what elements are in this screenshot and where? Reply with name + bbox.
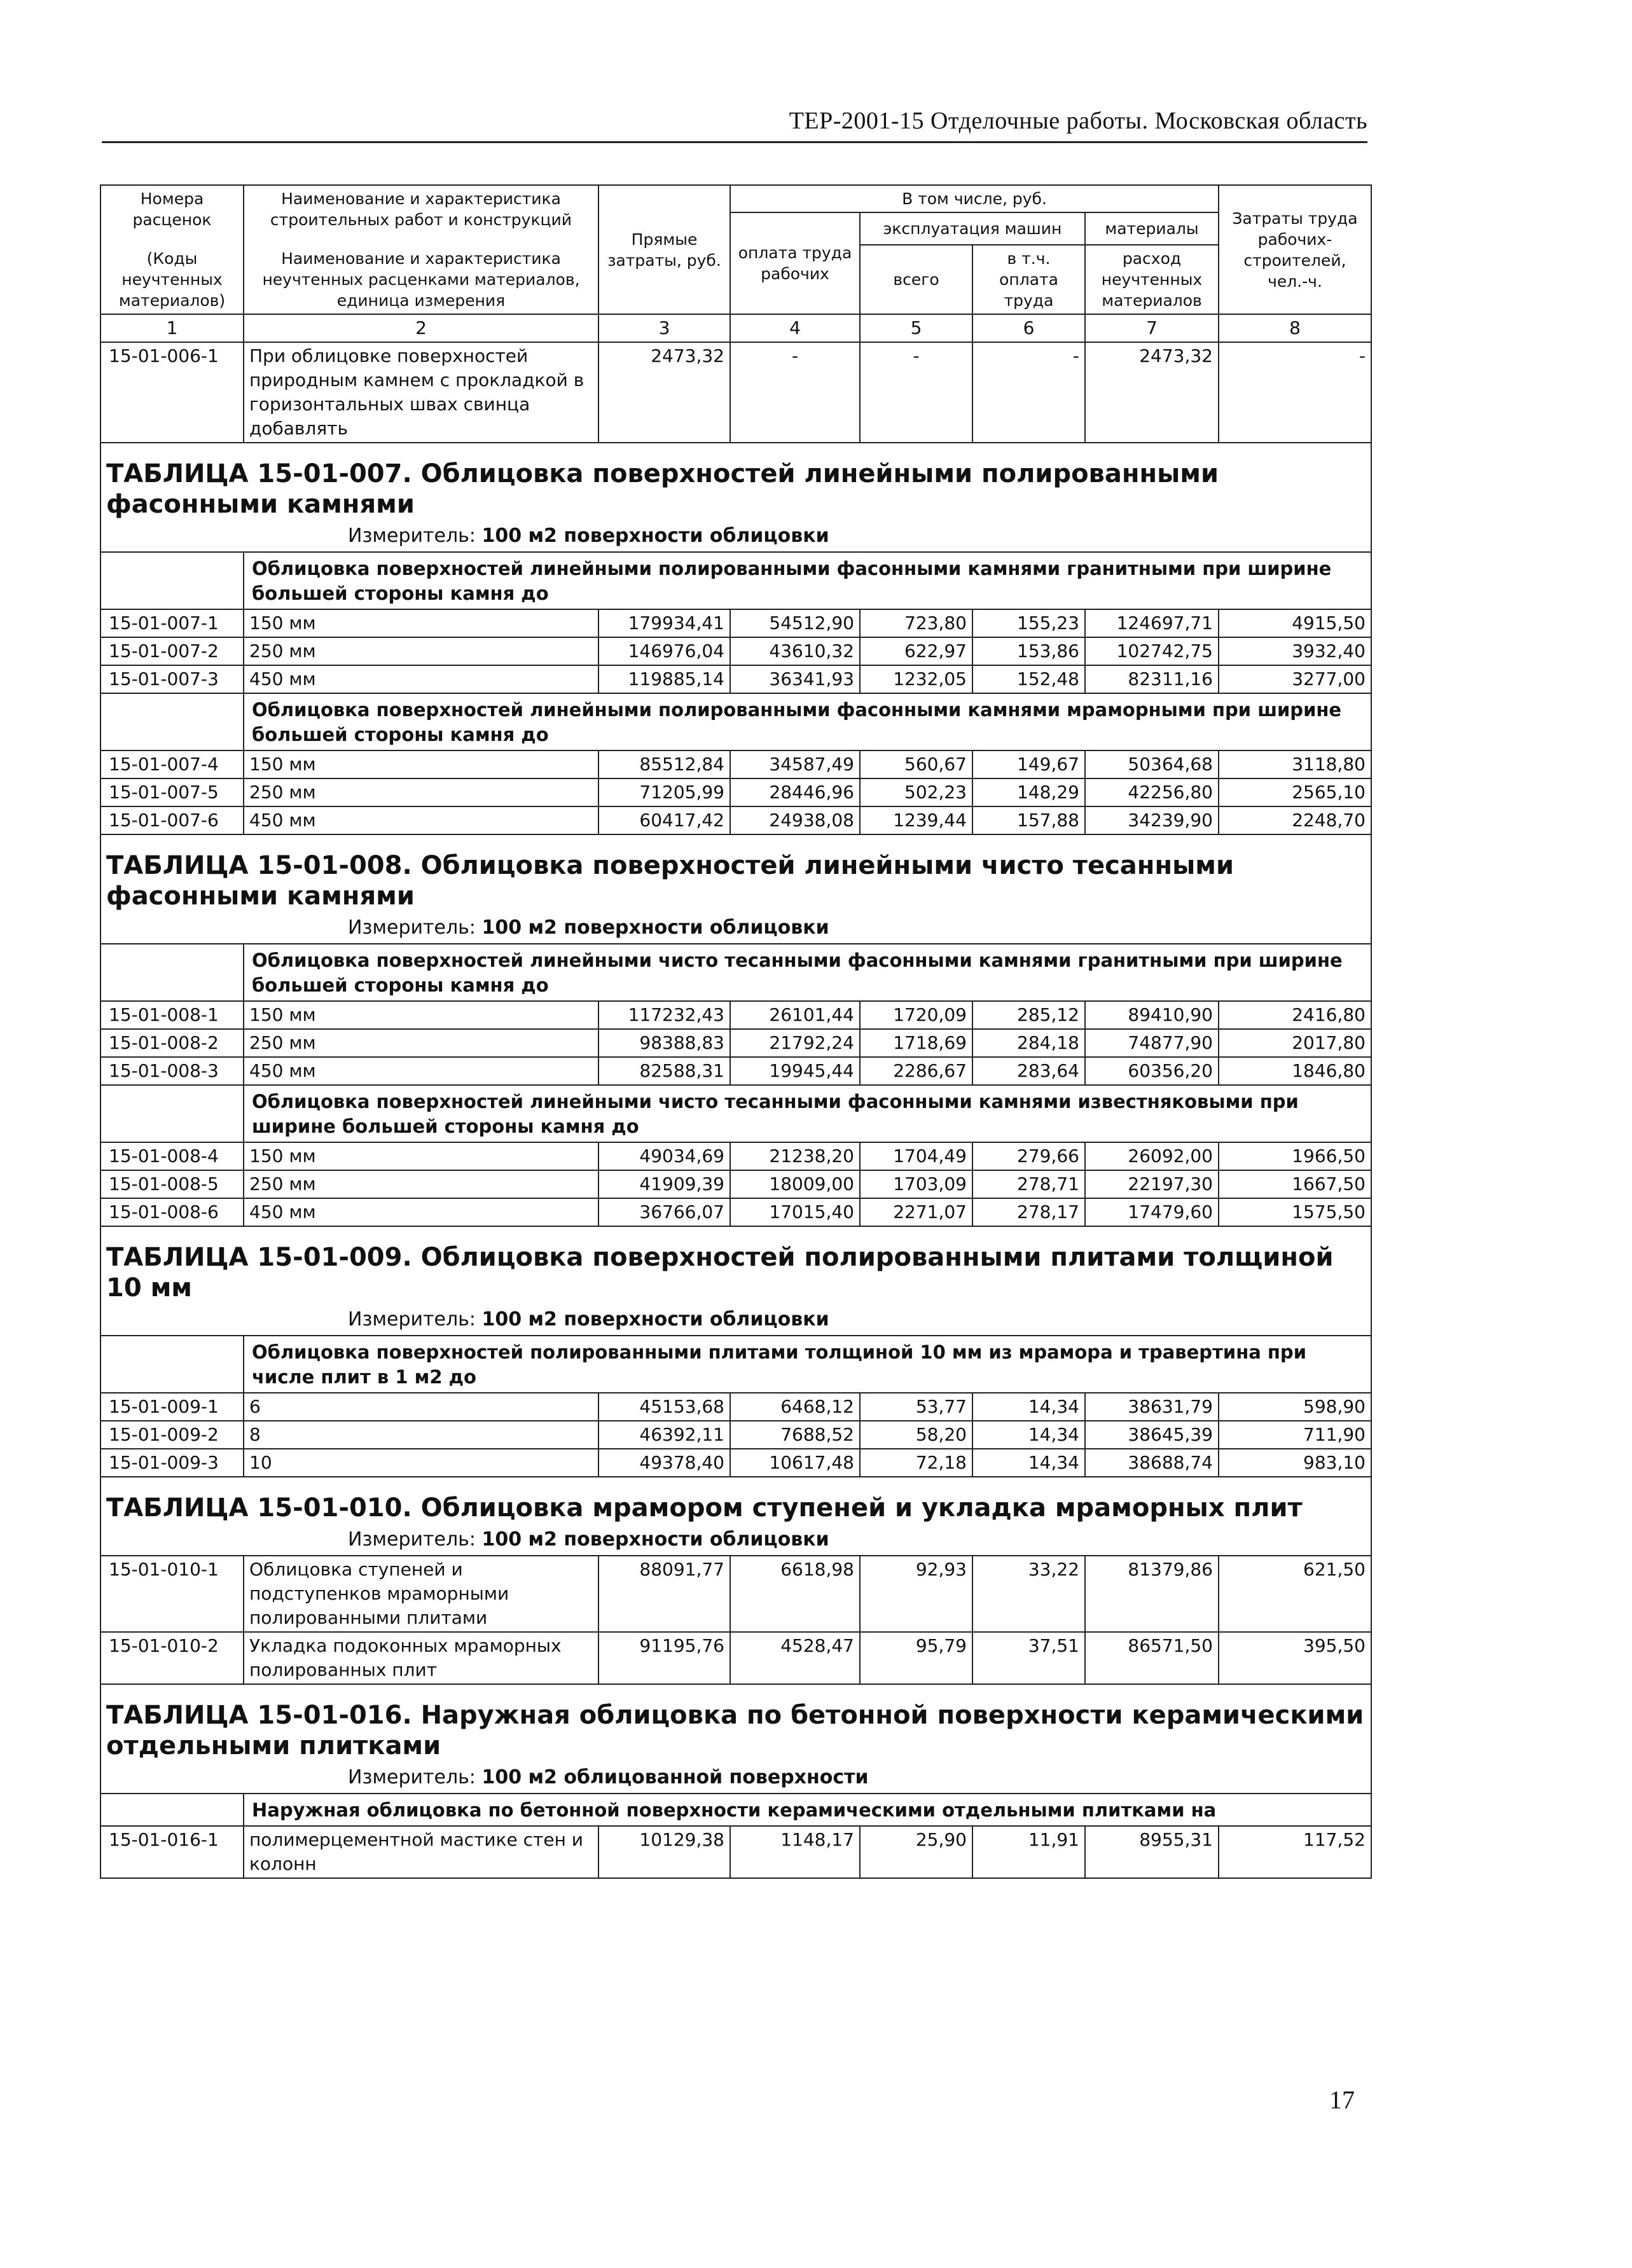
column-number: 4 xyxy=(730,314,860,342)
row-materials: 89410,90 xyxy=(1085,1001,1219,1029)
row-direct: 45153,68 xyxy=(598,1393,730,1421)
table-row xyxy=(100,778,1371,806)
row-code: 15-01-008-3 xyxy=(100,1057,244,1085)
row-mach-total: 1703,09 xyxy=(860,1170,972,1198)
row-mach-total: 2286,67 xyxy=(860,1057,972,1085)
row-direct: 98388,83 xyxy=(598,1029,730,1057)
row-materials: 124697,71 xyxy=(1085,609,1219,637)
meter-row xyxy=(100,1525,1371,1556)
group-heading-row xyxy=(100,1794,1371,1826)
row-mach-total: 1718,69 xyxy=(860,1029,972,1057)
row-hours: 3932,40 xyxy=(1219,637,1371,665)
row-code: 15-01-009-3 xyxy=(100,1449,244,1477)
group-heading-row xyxy=(100,1336,1371,1393)
row-labor: 43610,32 xyxy=(730,637,860,665)
table-title-row xyxy=(100,834,1371,913)
row-direct: 71205,99 xyxy=(598,778,730,806)
row-code: 15-01-008-4 xyxy=(100,1142,244,1170)
row-mach-total: 92,93 xyxy=(860,1556,972,1632)
meter-label: Измеритель: xyxy=(348,525,476,547)
row-name: 150 мм xyxy=(244,1142,598,1170)
col-header-name-sub: Наименование и характеристика неучтенных расценками материалов, единица измерения xyxy=(262,249,580,310)
row-code: 15-01-008-6 xyxy=(100,1198,244,1226)
row-materials: 74877,90 xyxy=(1085,1029,1219,1057)
row-mach-total: 560,67 xyxy=(860,750,972,778)
row-mach-total: 1239,44 xyxy=(860,806,972,834)
row-mach-total: 1720,09 xyxy=(860,1001,972,1029)
row-mach-labor: 152,48 xyxy=(972,665,1085,693)
row-mach-labor: 284,18 xyxy=(972,1029,1085,1057)
row-mach-total: 502,23 xyxy=(860,778,972,806)
row-hours: 1667,50 xyxy=(1219,1170,1371,1198)
meter-label: Измеритель: xyxy=(348,916,476,939)
row-mach-labor: 285,12 xyxy=(972,1001,1085,1029)
column-number: 2 xyxy=(244,314,598,342)
row-materials: 38688,74 xyxy=(1085,1449,1219,1477)
row-materials: 38645,39 xyxy=(1085,1421,1219,1449)
col-header-mach-total: всего xyxy=(860,245,972,314)
row-mach-labor: 37,51 xyxy=(972,1632,1085,1684)
table-row xyxy=(100,750,1371,778)
row-materials: 102742,75 xyxy=(1085,637,1219,665)
group-heading-row xyxy=(100,944,1371,1001)
table-row xyxy=(100,1057,1371,1085)
col-header-mat-consumption: расход неучтенных материалов xyxy=(1085,245,1219,314)
row-name: 150 мм xyxy=(244,1001,598,1029)
row-direct: 41909,39 xyxy=(598,1170,730,1198)
table-row xyxy=(100,806,1371,834)
row-labor: 18009,00 xyxy=(730,1170,860,1198)
row-hours: 2416,80 xyxy=(1219,1001,1371,1029)
row-mach-labor: 14,34 xyxy=(972,1393,1085,1421)
row-direct: 146976,04 xyxy=(598,637,730,665)
table-row xyxy=(100,1421,1371,1449)
row-labor: 19945,44 xyxy=(730,1057,860,1085)
row-name: полимерцементной мастике стен и колонн xyxy=(244,1826,598,1878)
row-direct: 46392,11 xyxy=(598,1421,730,1449)
table-row xyxy=(100,665,1371,693)
row-hours: - xyxy=(1219,342,1371,443)
row-direct: 88091,77 xyxy=(598,1556,730,1632)
row-mach-labor: 278,17 xyxy=(972,1198,1085,1226)
header-rule xyxy=(102,141,1367,143)
row-direct: 179934,41 xyxy=(598,609,730,637)
row-name: 250 мм xyxy=(244,1170,598,1198)
row-hours: 1575,50 xyxy=(1219,1198,1371,1226)
row-code: 15-01-016-1 xyxy=(100,1826,244,1878)
running-header: ТЕР-2001-15 Отделочные работы. Московская область xyxy=(789,107,1367,134)
meter xyxy=(100,913,1371,944)
table-row xyxy=(100,1826,1371,1878)
row-mach-total: 72,18 xyxy=(860,1449,972,1477)
row-hours: 1966,50 xyxy=(1219,1142,1371,1170)
row-direct: 36766,07 xyxy=(598,1198,730,1226)
meter-row xyxy=(100,913,1371,944)
col-header-materials: материалы xyxy=(1085,212,1219,245)
row-mach-total: 1232,05 xyxy=(860,665,972,693)
meter-value: 100 м2 облицованной поверхности xyxy=(481,1766,869,1788)
row-materials: 42256,80 xyxy=(1085,778,1219,806)
group-heading-spacer xyxy=(100,1336,244,1393)
row-materials: 60356,20 xyxy=(1085,1057,1219,1085)
row-code: 15-01-006-1 xyxy=(100,342,244,443)
row-code: 15-01-007-6 xyxy=(100,806,244,834)
row-direct: 60417,42 xyxy=(598,806,730,834)
row-materials: 86571,50 xyxy=(1085,1632,1219,1684)
row-direct: 82588,31 xyxy=(598,1057,730,1085)
row-code: 15-01-009-1 xyxy=(100,1393,244,1421)
row-labor: 6468,12 xyxy=(730,1393,860,1421)
row-labor: 10617,48 xyxy=(730,1449,860,1477)
row-code: 15-01-007-5 xyxy=(100,778,244,806)
group-heading-row xyxy=(100,552,1371,609)
meter-label: Измеритель: xyxy=(348,1766,476,1788)
table-title: ТАБЛИЦА 15-01-010. Облицовка мрамором ступеней и укладка мраморных плит xyxy=(100,1477,1371,1525)
group-heading: Облицовка поверхностей линейными полированными фасонными камнями мраморными при ширине большей стороны камня до xyxy=(244,693,1371,750)
table-row xyxy=(100,637,1371,665)
row-labor: 1148,17 xyxy=(730,1826,860,1878)
row-name: 10 xyxy=(244,1449,598,1477)
col-header-hours: Затраты труда рабочих-строителей, чел.-ч. xyxy=(1219,185,1371,314)
row-labor: 36341,93 xyxy=(730,665,860,693)
row-hours: 3118,80 xyxy=(1219,750,1371,778)
table-row xyxy=(100,1393,1371,1421)
row-code: 15-01-007-2 xyxy=(100,637,244,665)
rates-table xyxy=(100,184,1372,1879)
row-direct: 119885,14 xyxy=(598,665,730,693)
meter-row xyxy=(100,1762,1371,1794)
meter xyxy=(100,1525,1371,1556)
row-labor: 4528,47 xyxy=(730,1632,860,1684)
row-code: 15-01-010-2 xyxy=(100,1632,244,1684)
row-labor: 21792,24 xyxy=(730,1029,860,1057)
meter xyxy=(100,1762,1371,1794)
row-code: 15-01-007-1 xyxy=(100,609,244,637)
column-number: 1 xyxy=(100,314,244,342)
row-mach-total: 622,97 xyxy=(860,637,972,665)
row-name: 450 мм xyxy=(244,1057,598,1085)
row-materials: 34239,90 xyxy=(1085,806,1219,834)
row-direct: 49034,69 xyxy=(598,1142,730,1170)
row-mach-total: 58,20 xyxy=(860,1421,972,1449)
group-heading-spacer xyxy=(100,1794,244,1826)
row-labor: 21238,20 xyxy=(730,1142,860,1170)
group-heading: Облицовка поверхностей линейными чисто тесанными фасонными камнями известняковыми при ширине большей стороны камня до xyxy=(244,1085,1371,1142)
column-number: 5 xyxy=(860,314,972,342)
row-name: 450 мм xyxy=(244,1198,598,1226)
page-number: 17 xyxy=(1329,2085,1355,2114)
col-header-codes-sub: (Коды неучтенных материалов) xyxy=(118,249,226,310)
row-mach-total: 2271,07 xyxy=(860,1198,972,1226)
column-number: 7 xyxy=(1085,314,1219,342)
row-name: 250 мм xyxy=(244,637,598,665)
row-name: 250 мм xyxy=(244,1029,598,1057)
table-row xyxy=(100,1198,1371,1226)
row-code: 15-01-010-1 xyxy=(100,1556,244,1632)
col-header-direct: Прямые затраты, руб. xyxy=(598,185,730,314)
column-number: 3 xyxy=(598,314,730,342)
column-number: 6 xyxy=(972,314,1085,342)
row-mach-labor: 283,64 xyxy=(972,1057,1085,1085)
row-mach-total: 1704,49 xyxy=(860,1142,972,1170)
table-row xyxy=(100,609,1371,637)
group-heading-row xyxy=(100,693,1371,750)
meter-value: 100 м2 поверхности облицовки xyxy=(481,525,829,547)
table-row xyxy=(100,1632,1371,1684)
row-materials: 17479,60 xyxy=(1085,1198,1219,1226)
row-name: 450 мм xyxy=(244,665,598,693)
column-number-row xyxy=(100,314,1371,342)
row-hours: 2017,80 xyxy=(1219,1029,1371,1057)
row-labor: 7688,52 xyxy=(730,1421,860,1449)
row-name: Укладка подоконных мраморных полированных плит xyxy=(244,1632,598,1684)
table-title-row xyxy=(100,1226,1371,1304)
table-body xyxy=(100,342,1371,1878)
row-labor: 17015,40 xyxy=(730,1198,860,1226)
table-row xyxy=(100,1029,1371,1057)
row-materials: 81379,86 xyxy=(1085,1556,1219,1632)
row-direct: 10129,38 xyxy=(598,1826,730,1878)
group-heading: Облицовка поверхностей линейными чисто тесанными фасонными камнями гранитными при ширине большей стороны камня до xyxy=(244,944,1371,1001)
table-row xyxy=(100,1449,1371,1477)
table-title: ТАБЛИЦА 15-01-007. Облицовка поверхностей линейными полированными фасонными камнями xyxy=(100,443,1371,521)
group-heading-row xyxy=(100,1085,1371,1142)
row-code: 15-01-008-1 xyxy=(100,1001,244,1029)
row-name: 8 xyxy=(244,1421,598,1449)
row-code: 15-01-007-3 xyxy=(100,665,244,693)
row-name: 150 мм xyxy=(244,609,598,637)
row-labor: 6618,98 xyxy=(730,1556,860,1632)
row-hours: 983,10 xyxy=(1219,1449,1371,1477)
row-mach-labor: 278,71 xyxy=(972,1170,1085,1198)
row-materials: 8955,31 xyxy=(1085,1826,1219,1878)
estimate-sheet xyxy=(100,184,1371,1879)
row-name: 250 мм xyxy=(244,778,598,806)
row-materials: 26092,00 xyxy=(1085,1142,1219,1170)
col-header-machines: эксплуатация машин xyxy=(860,212,1085,245)
row-direct: 85512,84 xyxy=(598,750,730,778)
row-name: 6 xyxy=(244,1393,598,1421)
table-title: ТАБЛИЦА 15-01-016. Наружная облицовка по бетонной поверхности керамическими отдельными плитками xyxy=(100,1684,1371,1762)
row-hours: 395,50 xyxy=(1219,1632,1371,1684)
group-heading: Наружная облицовка по бетонной поверхности керамическими отдельными плитками на xyxy=(244,1794,1371,1826)
row-hours: 621,50 xyxy=(1219,1556,1371,1632)
row-hours: 1846,80 xyxy=(1219,1057,1371,1085)
row-mach-total: 53,77 xyxy=(860,1393,972,1421)
row-hours: 4915,50 xyxy=(1219,609,1371,637)
table-row xyxy=(100,342,1371,443)
col-header-labor: оплата труда рабочих xyxy=(730,212,860,314)
col-header-codes-main: Номера расценок xyxy=(132,190,212,229)
col-header-including: В том числе, руб. xyxy=(730,185,1219,212)
row-code: 15-01-008-5 xyxy=(100,1170,244,1198)
meter-label: Измеритель: xyxy=(348,1528,476,1551)
row-name: При облицовке поверхностей природным камнем с прокладкой в горизонтальных швах свинца добавлять xyxy=(244,342,598,443)
meter-row xyxy=(100,1304,1371,1336)
row-direct: 117232,43 xyxy=(598,1001,730,1029)
group-heading-spacer xyxy=(100,1085,244,1142)
meter-value: 100 м2 поверхности облицовки xyxy=(481,1308,829,1331)
meter-value: 100 м2 поверхности облицовки xyxy=(481,916,829,939)
row-hours: 711,90 xyxy=(1219,1421,1371,1449)
row-mach-labor: 11,91 xyxy=(972,1826,1085,1878)
row-mach-labor: 279,66 xyxy=(972,1142,1085,1170)
table-title-row xyxy=(100,443,1371,521)
meter-label: Измеритель: xyxy=(348,1308,476,1331)
table-title: ТАБЛИЦА 15-01-008. Облицовка поверхностей линейными чисто тесанными фасонными камнями xyxy=(100,834,1371,913)
row-name: 150 мм xyxy=(244,750,598,778)
row-hours: 598,90 xyxy=(1219,1393,1371,1421)
col-header-name-main: Наименование и характеристика строительных работ и конструкций xyxy=(270,190,572,229)
table-row xyxy=(100,1142,1371,1170)
table-title-row xyxy=(100,1684,1371,1762)
row-materials: 22197,30 xyxy=(1085,1170,1219,1198)
table-row xyxy=(100,1001,1371,1029)
row-mach-labor: - xyxy=(972,342,1085,443)
row-mach-total: - xyxy=(860,342,972,443)
row-hours: 117,52 xyxy=(1219,1826,1371,1878)
row-direct: 49378,40 xyxy=(598,1449,730,1477)
row-direct: 91195,76 xyxy=(598,1632,730,1684)
row-code: 15-01-008-2 xyxy=(100,1029,244,1057)
group-heading-spacer xyxy=(100,552,244,609)
row-name: Облицовка ступеней и подступенков мраморными полированными плитами xyxy=(244,1556,598,1632)
column-number: 8 xyxy=(1219,314,1371,342)
row-labor: - xyxy=(730,342,860,443)
meter-row xyxy=(100,521,1371,552)
col-header-mach-labor: в т.ч. оплата труда xyxy=(972,245,1085,314)
row-hours: 3277,00 xyxy=(1219,665,1371,693)
row-mach-labor: 153,86 xyxy=(972,637,1085,665)
row-code: 15-01-007-4 xyxy=(100,750,244,778)
group-heading: Облицовка поверхностей полированными плитами толщиной 10 мм из мрамора и травертина при числе плит в 1 м2 до xyxy=(244,1336,1371,1393)
group-heading: Облицовка поверхностей линейными полированными фасонными камнями гранитными при ширине большей стороны камня до xyxy=(244,552,1371,609)
row-mach-labor: 14,34 xyxy=(972,1421,1085,1449)
col-header-codes xyxy=(100,185,244,314)
row-code: 15-01-009-2 xyxy=(100,1421,244,1449)
row-materials: 50364,68 xyxy=(1085,750,1219,778)
meter-value: 100 м2 поверхности облицовки xyxy=(481,1528,829,1551)
row-mach-labor: 149,67 xyxy=(972,750,1085,778)
row-mach-labor: 14,34 xyxy=(972,1449,1085,1477)
meter xyxy=(100,1304,1371,1336)
table-row xyxy=(100,1556,1371,1632)
row-mach-total: 95,79 xyxy=(860,1632,972,1684)
group-heading-spacer xyxy=(100,693,244,750)
row-materials: 38631,79 xyxy=(1085,1393,1219,1421)
group-heading-spacer xyxy=(100,944,244,1001)
table-title: ТАБЛИЦА 15-01-009. Облицовка поверхностей полированными плитами толщиной 10 мм xyxy=(100,1226,1371,1304)
col-header-name xyxy=(244,185,598,314)
row-labor: 34587,49 xyxy=(730,750,860,778)
row-hours: 2248,70 xyxy=(1219,806,1371,834)
meter xyxy=(100,521,1371,552)
row-mach-labor: 148,29 xyxy=(972,778,1085,806)
table-title-row xyxy=(100,1477,1371,1525)
row-labor: 54512,90 xyxy=(730,609,860,637)
row-labor: 24938,08 xyxy=(730,806,860,834)
table-row xyxy=(100,1170,1371,1198)
row-name: 450 мм xyxy=(244,806,598,834)
row-mach-labor: 155,23 xyxy=(972,609,1085,637)
row-mach-labor: 157,88 xyxy=(972,806,1085,834)
row-materials: 82311,16 xyxy=(1085,665,1219,693)
row-labor: 26101,44 xyxy=(730,1001,860,1029)
row-mach-total: 25,90 xyxy=(860,1826,972,1878)
row-direct: 2473,32 xyxy=(598,342,730,443)
row-mach-total: 723,80 xyxy=(860,609,972,637)
row-materials: 2473,32 xyxy=(1085,342,1219,443)
row-hours: 2565,10 xyxy=(1219,778,1371,806)
row-labor: 28446,96 xyxy=(730,778,860,806)
row-mach-labor: 33,22 xyxy=(972,1556,1085,1632)
